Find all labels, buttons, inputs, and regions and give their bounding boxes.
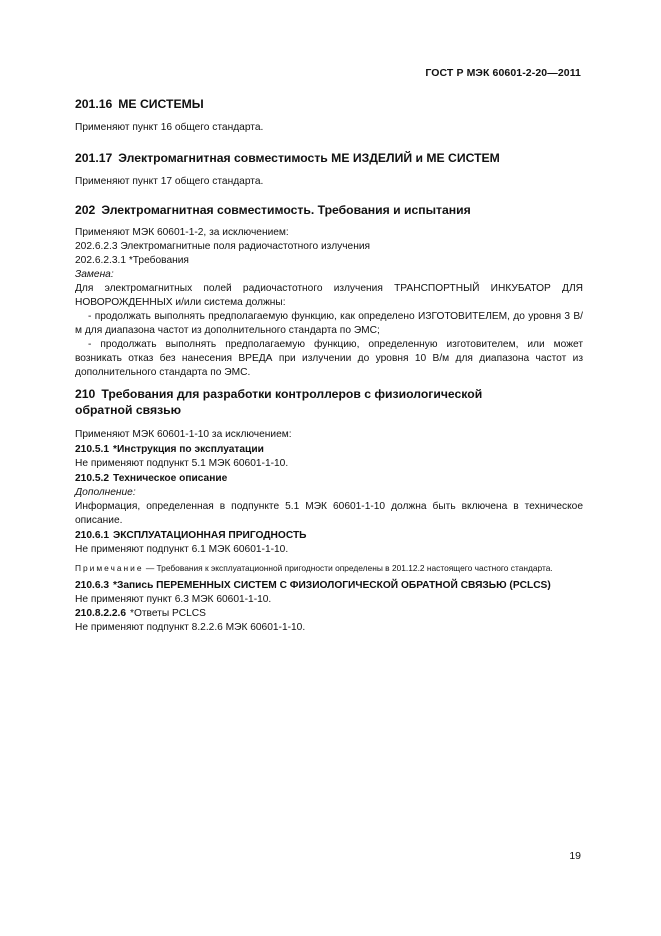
note-label: Примечание xyxy=(75,563,144,573)
subsection-heading xyxy=(75,579,583,593)
section-201-16 xyxy=(75,96,583,135)
section-text: Применяют пункт 17 общего стандарта. xyxy=(75,176,264,187)
paragraph: Для электромагнитных полей радиочастотного излучения ТРАНСПОРТНЫЙ ИНКУБАТОР ДЛЯ НОВОРОЖДЕННЫХ и/или система должны: xyxy=(75,283,583,308)
paragraph: 202.6.2.3.1 *Требования xyxy=(75,255,189,266)
subsection-number: 210.6.3 xyxy=(75,580,109,591)
subsection-heading xyxy=(75,472,583,486)
note-text: — Требования к эксплуатационной пригодности определены в 201.12.2 настоящего частного стандарта. xyxy=(145,563,553,573)
paragraph: Применяют МЭК 60601-1-10 за исключением: xyxy=(75,429,292,440)
list-item: - продолжать выполнять предполагаемую функцию, как определено ИЗГОТОВИТЕЛЕМ, до уровня 3 В/м для диапазона частот из дополнительного стандарта по ЭМС; xyxy=(75,311,583,336)
section-title: Электромагнитная совместимость МЕ ИЗДЕЛИЙ и МЕ СИСТЕМ xyxy=(118,151,500,165)
addition-label: Дополнение: xyxy=(75,487,136,498)
subsection-heading xyxy=(75,443,583,457)
section-201-17 xyxy=(75,150,583,189)
note xyxy=(75,562,583,574)
paragraph: 202.6.2.3 Электромагнитные поля радиочастотного излучения xyxy=(75,241,371,252)
subsection-number: 210.5.1 xyxy=(75,444,109,455)
subsection-number: 210.5.2 xyxy=(75,473,109,484)
section-number: 201.16 xyxy=(75,97,113,111)
paragraph: Применяют МЭК 60601-1-2, за исключением: xyxy=(75,227,289,238)
page-number: 19 xyxy=(569,850,581,862)
section-title: Электромагнитная совместимость. Требования и испытания xyxy=(101,203,471,217)
section-number: 201.17 xyxy=(75,151,113,165)
section-title-line-2: обратной связью xyxy=(75,403,182,417)
section-number: 210 xyxy=(75,387,96,401)
paragraph: Не применяют подпункт 6.1 МЭК 60601-1-10. xyxy=(75,544,289,555)
subsection-heading xyxy=(75,607,583,621)
subsection-title: *Ответы PCLCS xyxy=(129,608,206,619)
section-heading xyxy=(75,96,583,112)
document-header: ГОСТ Р МЭК 60601-2-20—2011 xyxy=(425,67,581,79)
subsection-title: Техническое описание xyxy=(113,473,228,484)
section-210 xyxy=(75,386,583,635)
section-heading xyxy=(75,202,583,218)
subsection-title: *Запись ПЕРЕМЕННЫХ СИСТЕМ С ФИЗИОЛОГИЧЕСКОЙ ОБРАТНОЙ СВЯЗЬЮ (PCLCS) xyxy=(113,580,551,591)
subsection-title: *Инструкция по эксплуатации xyxy=(113,444,264,455)
section-number: 202 xyxy=(75,203,96,217)
section-title: МЕ СИСТЕМЫ xyxy=(118,97,204,111)
subsection-number: 210.8.2.2.6 xyxy=(75,608,126,619)
subsection-number: 210.6.1 xyxy=(75,530,109,541)
section-title-line-1: Требования для разработки контроллеров с физиологической xyxy=(101,387,483,401)
subsection-heading xyxy=(75,529,583,543)
subsection-title: ЭКСПЛУАТАЦИОННАЯ ПРИГОДНОСТЬ xyxy=(113,530,307,541)
section-heading xyxy=(75,150,583,166)
paragraph: Не применяют пункт 6.3 МЭК 60601-1-10. xyxy=(75,594,272,605)
paragraph: Не применяют подпункт 5.1 МЭК 60601-1-10. xyxy=(75,458,289,469)
section-heading xyxy=(75,386,583,402)
section-text: Применяют пункт 16 общего стандарта. xyxy=(75,122,264,133)
list-item: - продолжать выполнять предполагаемую функцию, определенную изготовителем, или может возникать отказ без нанесения ВРЕДА при излучении до уровня 10 В/м для диапазона частот из дополнительного стандарта по ЭМС. xyxy=(75,339,583,378)
paragraph: Информация, определенная в подпункте 5.1 МЭК 60601-1-10 должна быть включена в техническое описание. xyxy=(75,501,583,526)
section-202 xyxy=(75,202,583,380)
paragraph: Не применяют подпункт 8.2.2.6 МЭК 60601-1-10. xyxy=(75,622,306,633)
replacement-label: Замена: xyxy=(75,269,114,280)
